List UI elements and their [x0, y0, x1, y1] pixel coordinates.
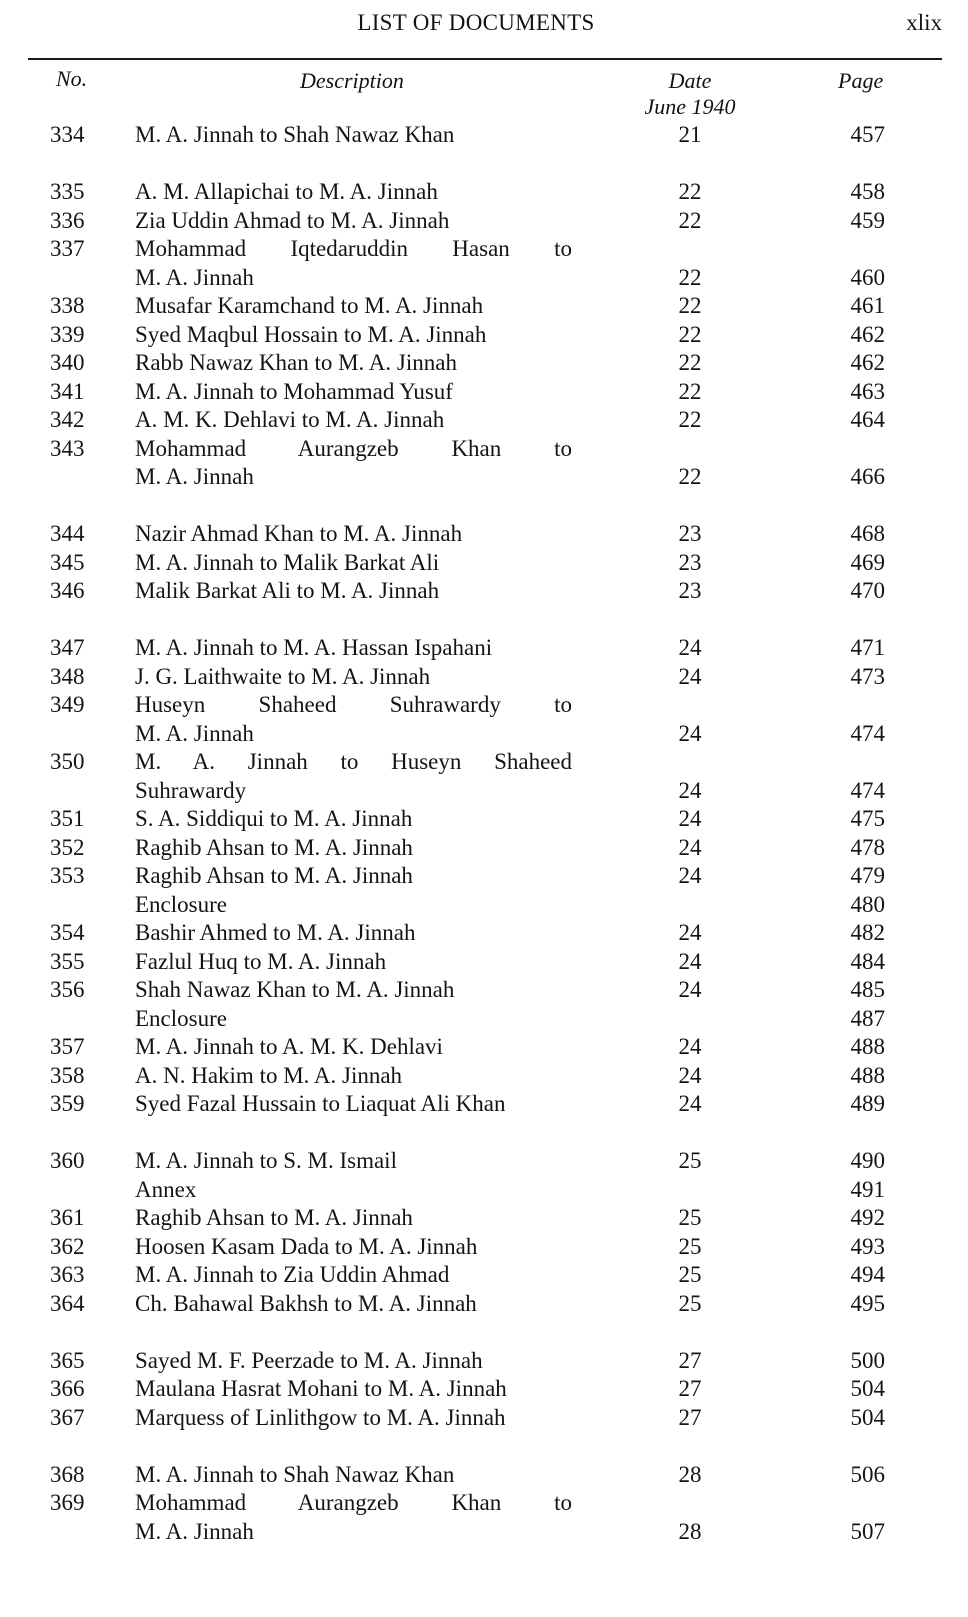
list-row: [0, 690, 968, 719]
document-number: 364: [50, 1290, 85, 1316]
document-number: 363: [50, 1262, 85, 1287]
list-row: [0, 1032, 968, 1061]
document-description: Shah Nawaz Khan to M. A. Jinnah: [135, 977, 455, 1002]
document-page: 484: [850, 948, 885, 974]
document-number: 362: [50, 1233, 85, 1259]
document-date: 22: [678, 293, 702, 318]
document-number: 367: [50, 1404, 85, 1430]
document-number: 337: [50, 236, 85, 261]
document-description: Malik Barkat Ali to M. A. Jinnah: [135, 578, 440, 603]
page-header-title: LIST OF DOCUMENTS: [357, 10, 595, 35]
document-description: Maulana Hasrat Mohani to M. A. Jinnah: [135, 1376, 507, 1401]
list-row: [0, 206, 968, 235]
document-page: 464: [850, 407, 885, 432]
document-number: 351: [50, 806, 85, 831]
list-row: [0, 1289, 968, 1318]
document-number: 369: [50, 1490, 85, 1515]
document-description: Enclosure: [135, 891, 227, 917]
list-row: [0, 149, 968, 178]
document-page: 490: [850, 1148, 885, 1173]
list-row: [0, 1061, 968, 1090]
document-page: 478: [850, 834, 885, 860]
document-page: 457: [850, 122, 885, 147]
list-row: [0, 1517, 968, 1546]
document-description: Ch. Bahawal Bakhsh to M. A. Jinnah: [135, 1290, 477, 1316]
list-row: [0, 719, 968, 748]
list-row: [0, 491, 968, 520]
document-page: 500: [850, 1347, 885, 1373]
list-row: [0, 320, 968, 349]
document-description: Hoosen Kasam Dada to M. A. Jinnah: [135, 1233, 478, 1259]
document-number: 354: [50, 920, 85, 945]
list-row: [0, 348, 968, 377]
list-row: [0, 120, 968, 149]
list-row: [0, 1089, 968, 1118]
document-date: 24: [678, 806, 702, 831]
document-description: Raghib Ahsan to M. A. Jinnah: [135, 863, 413, 888]
document-page: 487: [850, 1005, 885, 1031]
document-number: 334: [50, 122, 85, 147]
document-description: Musafar Karamchand to M. A. Jinnah: [135, 293, 484, 318]
list-row: [0, 776, 968, 805]
document-page: 473: [850, 663, 885, 689]
list-row: [0, 177, 968, 206]
document-description: Suhrawardy: [135, 777, 247, 803]
list-row: [0, 890, 968, 919]
document-description: Sayed M. F. Peerzade to M. A. Jinnah: [135, 1347, 483, 1373]
list-row: [0, 1431, 968, 1460]
document-page: 493: [850, 1233, 885, 1259]
document-page: 475: [850, 806, 885, 831]
document-description: M. A. Jinnah to S. M. Ismail: [135, 1148, 397, 1173]
document-date: 24: [678, 720, 702, 746]
document-date: 22: [678, 378, 702, 404]
list-row: [0, 405, 968, 434]
document-page: 469: [850, 549, 885, 575]
document-description: Rabb Nawaz Khan to M. A. Jinnah: [135, 350, 457, 375]
document-number: 349: [50, 692, 85, 717]
list-row: [0, 1488, 968, 1517]
list-row: [0, 1175, 968, 1204]
document-page: 495: [850, 1290, 885, 1316]
document-description: Huseyn Shaheed Suhrawardy to: [135, 692, 572, 717]
document-page: 488: [850, 1034, 885, 1059]
list-row: [0, 462, 968, 491]
document-date: 24: [678, 1091, 702, 1116]
document-page: 507: [850, 1518, 885, 1544]
document-date: 25: [678, 1262, 702, 1287]
document-description: M. A. Jinnah to A. M. K. Dehlavi: [135, 1034, 443, 1059]
document-page: 462: [850, 321, 885, 347]
document-page: 463: [850, 378, 885, 404]
document-description: Mohammad Aurangzeb Khan to: [135, 1490, 572, 1515]
document-description: S. A. Siddiqui to M. A. Jinnah: [135, 806, 413, 831]
list-row: [0, 975, 968, 1004]
document-description: Zia Uddin Ahmad to M. A. Jinnah: [135, 207, 450, 233]
document-number: 368: [50, 1461, 85, 1487]
list-row: [0, 662, 968, 691]
document-number: 340: [50, 350, 85, 375]
document-date: 28: [678, 1518, 702, 1544]
document-date: 27: [678, 1404, 702, 1430]
document-page: 458: [850, 179, 885, 204]
document-number: 347: [50, 635, 85, 660]
document-date: 24: [678, 948, 702, 974]
document-number: 360: [50, 1148, 85, 1173]
list-row: [0, 234, 968, 263]
document-page: 466: [850, 464, 885, 489]
document-number: 341: [50, 378, 85, 404]
document-date: 27: [678, 1376, 702, 1401]
document-date: 24: [678, 1034, 702, 1059]
document-date: 24: [678, 635, 702, 660]
column-header-no: No.: [56, 66, 88, 91]
document-number: 342: [50, 407, 85, 432]
document-page: 491: [850, 1176, 885, 1202]
list-row: [0, 519, 968, 548]
document-date: 22: [678, 407, 702, 432]
list-row: [0, 548, 968, 577]
column-header-page: Page: [838, 68, 884, 93]
list-row: [0, 947, 968, 976]
document-number: 357: [50, 1034, 85, 1059]
list-row: [0, 1460, 968, 1489]
list-row: [0, 1260, 968, 1289]
document-number: 366: [50, 1376, 85, 1401]
document-page: 471: [850, 635, 885, 660]
document-description: M. A. Jinnah to Shah Nawaz Khan: [135, 122, 455, 147]
document-description: M. A. Jinnah to Zia Uddin Ahmad: [135, 1262, 450, 1287]
document-page: 468: [850, 521, 885, 546]
list-row: [0, 1374, 968, 1403]
document-description: M. A. Jinnah to M. A. Hassan Ispahani: [135, 635, 493, 660]
list-row: [0, 747, 968, 776]
document-page: 470: [850, 578, 885, 603]
document-date: 27: [678, 1347, 702, 1373]
document-date: 25: [678, 1205, 702, 1230]
document-description: Mohammad Aurangzeb Khan to: [135, 435, 572, 461]
document-description: Syed Maqbul Hossain to M. A. Jinnah: [135, 321, 487, 347]
document-date: 22: [678, 350, 702, 375]
document-date: 23: [678, 521, 702, 546]
document-date: 25: [678, 1233, 702, 1259]
list-row: [0, 1346, 968, 1375]
document-number: 338: [50, 293, 85, 318]
document-number: 348: [50, 663, 85, 689]
document-number: 350: [50, 749, 85, 774]
document-page: 459: [850, 207, 885, 233]
document-page: 506: [850, 1461, 885, 1487]
document-date: 23: [678, 549, 702, 575]
document-number: 339: [50, 321, 85, 347]
document-number: 356: [50, 977, 85, 1002]
document-date: 24: [678, 777, 702, 803]
list-row: [0, 1118, 968, 1147]
list-row: [0, 1317, 968, 1346]
document-date: 25: [678, 1148, 702, 1173]
document-page: 462: [850, 350, 885, 375]
document-number: 361: [50, 1205, 85, 1230]
document-description: Syed Fazal Hussain to Liaquat Ali Khan: [135, 1091, 506, 1116]
document-number: 344: [50, 521, 85, 546]
document-date: 28: [678, 1461, 702, 1487]
document-date: 24: [678, 1062, 702, 1088]
document-page: 461: [850, 293, 885, 318]
document-description: Raghib Ahsan to M. A. Jinnah: [135, 1205, 413, 1230]
document-date: 25: [678, 1290, 702, 1316]
list-row: [0, 1232, 968, 1261]
document-description: Raghib Ahsan to M. A. Jinnah: [135, 834, 413, 860]
document-date: 21: [678, 122, 702, 147]
document-number: 365: [50, 1347, 85, 1373]
document-description: M. A. Jinnah to Huseyn Shaheed: [135, 749, 572, 774]
document-date: 22: [678, 264, 702, 290]
document-description: A. N. Hakim to M. A. Jinnah: [135, 1062, 403, 1088]
document-page: 504: [850, 1404, 885, 1430]
document-number: 336: [50, 207, 85, 233]
column-header-date-month: June 1940: [644, 94, 736, 119]
document-page: 474: [850, 720, 885, 746]
document-description: Nazir Ahmad Khan to M. A. Jinnah: [135, 521, 463, 546]
list-row: [0, 291, 968, 320]
column-header-description: Description: [300, 68, 404, 93]
document-number: 343: [50, 435, 85, 461]
document-description: M. A. Jinnah: [135, 264, 254, 290]
document-page: 504: [850, 1376, 885, 1401]
document-description: M. A. Jinnah: [135, 1518, 254, 1544]
list-row: [0, 861, 968, 890]
document-description: M. A. Jinnah to Malik Barkat Ali: [135, 549, 440, 575]
document-page: 479: [850, 863, 885, 888]
document-description: Bashir Ahmed to M. A. Jinnah: [135, 920, 416, 945]
list-row: [0, 576, 968, 605]
document-description: Marquess of Linlithgow to M. A. Jinnah: [135, 1404, 506, 1430]
document-date: 23: [678, 578, 702, 603]
document-description: M. A. Jinnah to Mohammad Yusuf: [135, 378, 453, 404]
list-row: [0, 918, 968, 947]
document-page: 485: [850, 977, 885, 1002]
list-row: [0, 833, 968, 862]
document-description: M. A. Jinnah: [135, 464, 254, 489]
document-number: 355: [50, 948, 85, 974]
list-row: [0, 434, 968, 463]
document-number: 358: [50, 1062, 85, 1088]
document-page: 482: [850, 920, 885, 945]
document-number: 359: [50, 1091, 85, 1116]
list-row: [0, 1004, 968, 1033]
document-description: Enclosure: [135, 1005, 227, 1031]
document-number: 352: [50, 834, 85, 860]
document-page: 492: [850, 1205, 885, 1230]
document-page: 474: [850, 777, 885, 803]
document-number: 353: [50, 863, 85, 888]
document-description: M. A. Jinnah to Shah Nawaz Khan: [135, 1461, 455, 1487]
document-description: Fazlul Huq to M. A. Jinnah: [135, 948, 387, 974]
document-description: Annex: [135, 1176, 197, 1202]
list-row: [0, 377, 968, 406]
document-date: 24: [678, 863, 702, 888]
document-date: 22: [678, 464, 702, 489]
document-page: 480: [850, 891, 885, 917]
document-page: 494: [850, 1262, 885, 1287]
document-date: 24: [678, 834, 702, 860]
document-number: 346: [50, 578, 85, 603]
document-date: 24: [678, 977, 702, 1002]
document-page: 488: [850, 1062, 885, 1088]
list-row: [0, 633, 968, 662]
column-header-date: Date: [668, 68, 712, 93]
list-row: [0, 804, 968, 833]
list-row: [0, 1403, 968, 1432]
document-date: 22: [678, 207, 702, 233]
list-row: [0, 1203, 968, 1232]
document-description: Mohammad Iqtedaruddin Hasan to: [135, 236, 572, 261]
page-number: xlix: [906, 10, 942, 35]
document-date: 22: [678, 179, 702, 204]
document-number: 335: [50, 179, 85, 204]
document-description: A. M. Allapichai to M. A. Jinnah: [135, 179, 438, 204]
document-number: 345: [50, 549, 85, 575]
document-description: J. G. Laithwaite to M. A. Jinnah: [135, 663, 431, 689]
document-date: 24: [678, 920, 702, 945]
document-date: 22: [678, 321, 702, 347]
list-row: [0, 605, 968, 634]
document-page: 460: [850, 264, 885, 290]
document-description: A. M. K. Dehlavi to M. A. Jinnah: [135, 407, 445, 432]
document-description: M. A. Jinnah: [135, 720, 254, 746]
list-row: [0, 263, 968, 292]
list-row: [0, 1146, 968, 1175]
document-date: 24: [678, 663, 702, 689]
document-page: 489: [850, 1091, 885, 1116]
